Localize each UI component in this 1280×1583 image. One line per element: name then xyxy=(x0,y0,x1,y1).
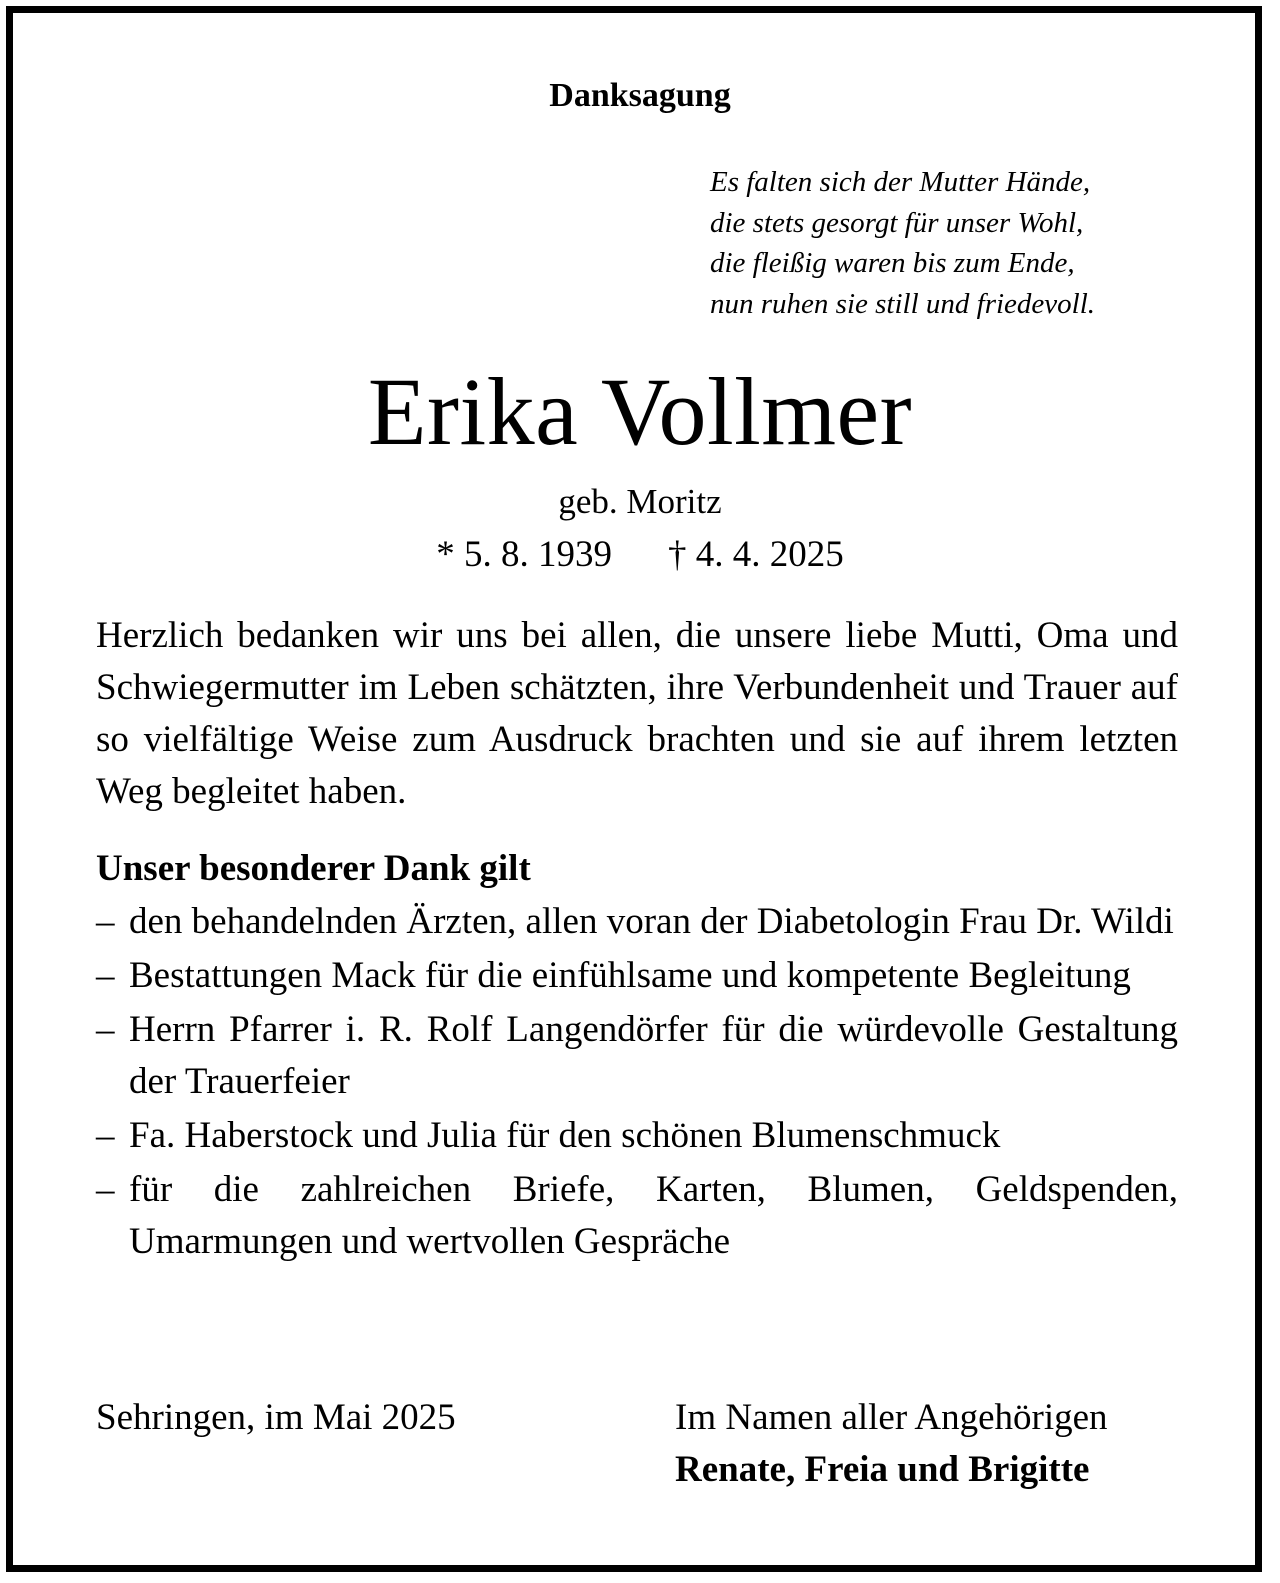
thanks-list xyxy=(96,896,1178,1270)
poem-line: die stets gesorgt für unser Wohl, xyxy=(710,206,1084,239)
poem-verse xyxy=(710,162,1230,324)
list-item-text: für die zahlreichen Briefe, Karten, Blumen, Geldspenden, Umarmungen und wertvollen Gespräche xyxy=(129,1169,1178,1262)
dash-bullet: – xyxy=(96,901,115,942)
poem-line: die fleißig waren bis zum Ende, xyxy=(710,247,1075,279)
list-item-text: Herrn Pfarrer i. R. Rolf Langendörfer für die würdevolle Gestaltung der Trauerfeier xyxy=(129,1009,1178,1102)
list-item xyxy=(96,896,1178,948)
list-item xyxy=(96,950,1178,1002)
list-item-text: Fa. Haberstock und Julia für den schönen Blumenschmuck xyxy=(129,1115,1001,1156)
poem-line: nun ruhen sie still und friedevoll. xyxy=(710,287,1096,320)
deceased-name: Erika Vollmer xyxy=(367,358,913,465)
maiden-name: geb. Moritz xyxy=(558,482,722,521)
on-behalf-line: Im Namen aller Angehörigen xyxy=(675,1397,1108,1438)
place-date: Sehringen, im Mai 2025 xyxy=(96,1397,456,1438)
notice-heading: Danksagung xyxy=(549,77,731,114)
list-item xyxy=(96,1110,1178,1162)
life-dates xyxy=(0,532,1280,578)
thanks-title: Unser besonderer Dank gilt xyxy=(96,848,531,889)
list-item-text: Bestattungen Mack für die einfühlsame und kompetente Begleitung xyxy=(129,955,1131,996)
dash-bullet: – xyxy=(96,1169,115,1210)
birth-date: * 5. 8. 1939 xyxy=(436,534,612,575)
signatories: Renate, Freia und Brigitte xyxy=(675,1449,1090,1490)
dash-bullet: – xyxy=(96,1115,115,1156)
poem-line: Es falten sich der Mutter Hände, xyxy=(710,166,1091,198)
dash-bullet: – xyxy=(96,955,115,996)
death-date: † 4. 4. 2025 xyxy=(668,534,844,575)
list-item-text: den behandelnden Ärzten, allen voran der Diabetologin Frau Dr. Wildi xyxy=(129,901,1174,942)
list-item xyxy=(96,1164,1178,1268)
intro-paragraph: Herzlich bedanken wir uns bei allen, die unsere liebe Mutti, Oma und Schwiegermutter im Leben schätzten, ihre Verbundenheit und Trauer auf so vielfältige Weise zum Ausdruck brachten und sie auf ihrem letzten Weg begleitet haben. xyxy=(96,615,1178,812)
dash-bullet: – xyxy=(96,1009,115,1050)
list-item xyxy=(96,1004,1178,1108)
